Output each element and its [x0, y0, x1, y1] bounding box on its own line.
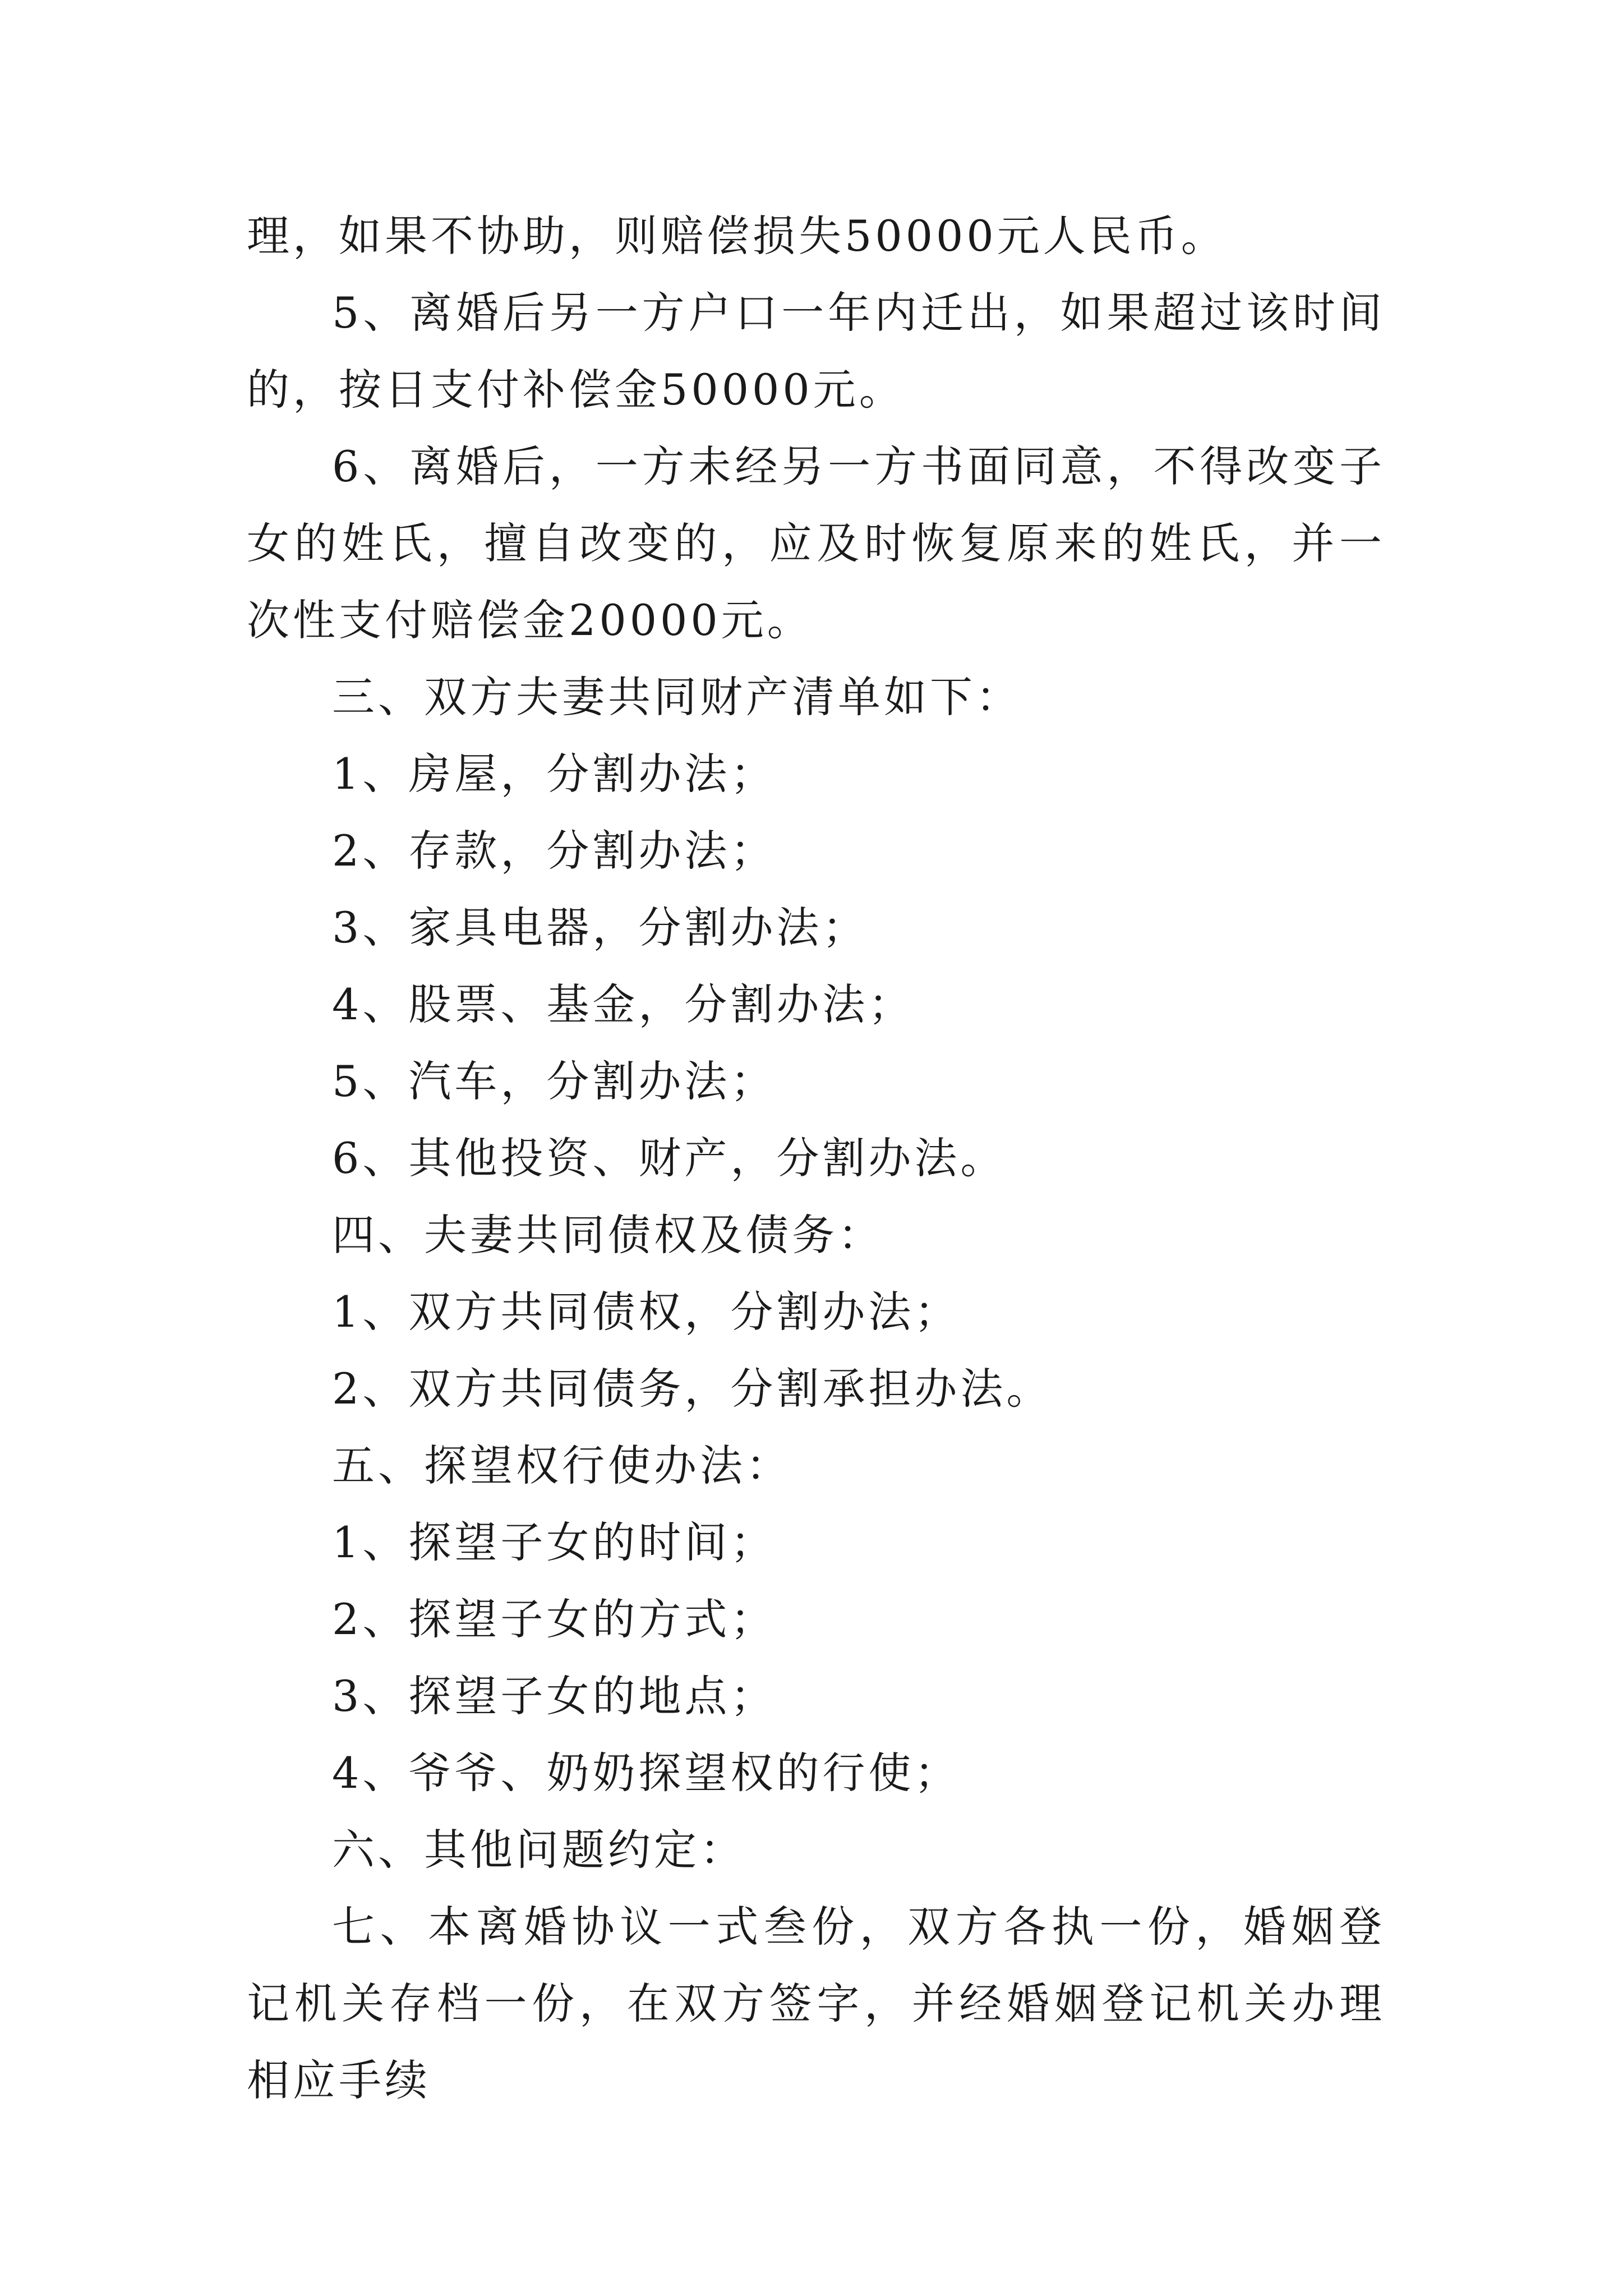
list-item-5-1: 1、探望子女的时间； — [332, 1517, 777, 1567]
list-item-3-4: 4、股票、基金，分割办法； — [332, 979, 915, 1029]
list-item-5-2: 2、探望子女的方式； — [332, 1594, 777, 1644]
section-heading-4: 四、夫妻共同债权及债务： — [332, 1210, 884, 1260]
paragraph-item-2-6: 6、离婚后，一方未经另一方书面同意，不得改变子女的姓氏，擅自改变的，应及时恢复原来的姓氏，并一次性支付赔偿金20000元。 — [247, 441, 1385, 645]
paragraph-continuation: 理，如果不协助，则赔偿损失50000元人民币。 — [247, 211, 1227, 261]
list-item-3-3: 3、家具电器，分割办法； — [332, 903, 869, 953]
list-item-5-4: 4、爷爷、奶奶探望权的行使； — [332, 1748, 961, 1798]
document-body — [247, 197, 1385, 2119]
list-item-3-2: 2、存款，分割办法； — [332, 826, 777, 876]
section-heading-3: 三、双方夫妻共同财产清单如下： — [332, 672, 1022, 722]
section-heading-5: 五、探望权行使办法： — [332, 1441, 792, 1490]
list-item-4-1: 1、双方共同债权，分割办法； — [332, 1287, 961, 1337]
paragraph-item-2-5: 5、离婚后另一方户口一年内迁出，如果超过该时间的，按日支付补偿金50000元。 — [247, 288, 1385, 415]
list-item-3-5: 5、汽车，分割办法； — [332, 1056, 777, 1106]
list-item-5-3: 3、探望子女的地点； — [332, 1671, 777, 1721]
section-heading-7: 七、本离婚协议一式叁份，双方各执一份，婚姻登记机关存档一份，在双方签字，并经婚姻登记机关办理相应手续 — [247, 1902, 1385, 2105]
list-item-4-2: 2、双方共同债务，分割承担办法。 — [332, 1364, 1053, 1414]
list-item-3-1: 1、房屋，分割办法； — [332, 749, 777, 799]
list-item-3-6: 6、其他投资、财产，分割办法。 — [332, 1133, 1007, 1183]
section-heading-6: 六、其他问题约定： — [332, 1825, 746, 1875]
